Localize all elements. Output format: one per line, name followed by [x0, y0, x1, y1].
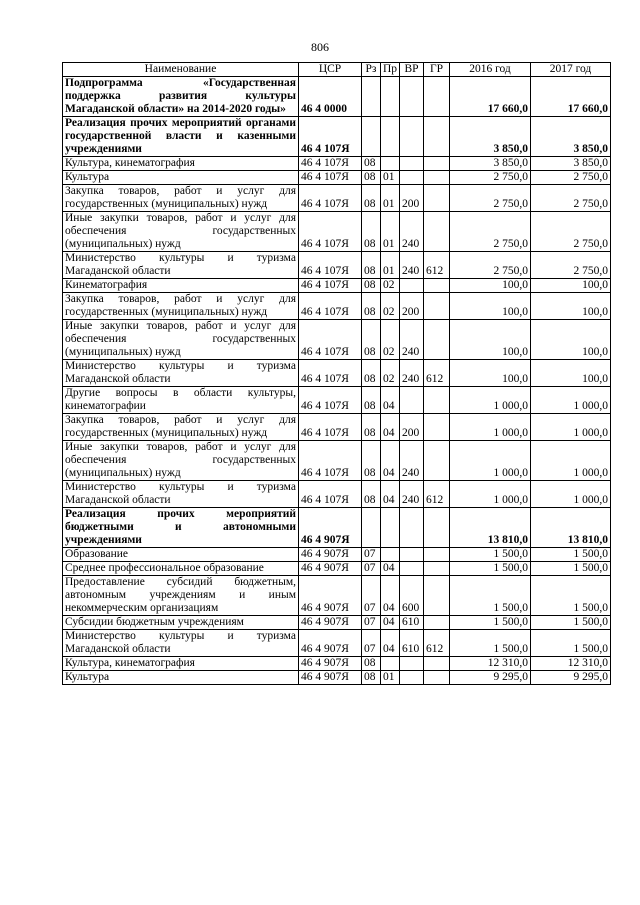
row-pr: 02 [381, 293, 400, 320]
table-row [63, 657, 611, 671]
row-2017: 1 000,0 [531, 387, 611, 414]
row-2016: 17 660,0 [450, 77, 531, 117]
row-rz: 08 [362, 185, 381, 212]
row-name: Реализация прочих мероприятий органами государственной власти и казенными учреждениями [63, 117, 299, 157]
row-gr [424, 671, 450, 685]
row-gr [424, 508, 450, 548]
row-name: Реализация прочих мероприятий бюджетными и автономными учреждениями [63, 508, 299, 548]
row-2017: 1 500,0 [531, 630, 611, 657]
row-vr: 200 [400, 293, 424, 320]
row-name: Министерство культуры и туризма Магаданской области [63, 360, 299, 387]
row-name: Образование [63, 548, 299, 562]
page-number: 806 [311, 40, 329, 54]
row-rz: 08 [362, 481, 381, 508]
row-vr [400, 387, 424, 414]
row-vr: 240 [400, 212, 424, 252]
row-vr: 610 [400, 630, 424, 657]
header-2016: 2016 год [450, 63, 531, 77]
row-name: Предоставление субсидий бюджетным, автономным учреждениям и иным некоммерческим организациям [63, 576, 299, 616]
row-name: Кинематография [63, 279, 299, 293]
row-vr: 240 [400, 441, 424, 481]
table-row [63, 171, 611, 185]
row-vr [400, 508, 424, 548]
row-gr [424, 548, 450, 562]
row-2016: 100,0 [450, 279, 531, 293]
row-rz: 07 [362, 616, 381, 630]
row-vr [400, 562, 424, 576]
row-rz [362, 77, 381, 117]
row-2017: 100,0 [531, 293, 611, 320]
row-2017: 2 750,0 [531, 185, 611, 212]
row-2017: 9 295,0 [531, 671, 611, 685]
row-name: Министерство культуры и туризма Магаданской области [63, 630, 299, 657]
row-rz: 07 [362, 548, 381, 562]
row-gr [424, 441, 450, 481]
row-rz: 08 [362, 414, 381, 441]
row-csr: 46 4 107Я [299, 185, 362, 212]
row-name: Культура [63, 171, 299, 185]
row-vr [400, 548, 424, 562]
row-gr [424, 185, 450, 212]
row-gr [424, 117, 450, 157]
row-pr [381, 548, 400, 562]
row-pr [381, 117, 400, 157]
row-2016: 2 750,0 [450, 185, 531, 212]
row-vr [400, 671, 424, 685]
table-row [63, 320, 611, 360]
table-row [63, 576, 611, 616]
row-2016: 1 500,0 [450, 630, 531, 657]
table-row [63, 481, 611, 508]
row-rz [362, 508, 381, 548]
row-rz: 08 [362, 212, 381, 252]
row-2017: 12 310,0 [531, 657, 611, 671]
row-vr [400, 157, 424, 171]
row-vr [400, 117, 424, 157]
row-2017: 1 500,0 [531, 548, 611, 562]
row-name: Культура [63, 671, 299, 685]
row-vr: 240 [400, 360, 424, 387]
table-row [63, 441, 611, 481]
row-csr: 46 4 907Я [299, 576, 362, 616]
row-vr [400, 77, 424, 117]
row-csr: 46 4 0000 [299, 77, 362, 117]
table-body [63, 77, 611, 685]
row-2016: 2 750,0 [450, 212, 531, 252]
row-vr: 240 [400, 320, 424, 360]
row-2017: 1 000,0 [531, 414, 611, 441]
row-rz: 08 [362, 320, 381, 360]
row-2016: 1 000,0 [450, 441, 531, 481]
row-name: Иные закупки товаров, работ и услуг для обеспечения государственных (муниципальных) нужд [63, 441, 299, 481]
row-csr: 46 4 107Я [299, 441, 362, 481]
row-name: Министерство культуры и туризма Магаданской области [63, 481, 299, 508]
row-csr: 46 4 107Я [299, 360, 362, 387]
table-row [63, 279, 611, 293]
row-2016: 1 500,0 [450, 576, 531, 616]
row-gr [424, 562, 450, 576]
row-name: Культура, кинематография [63, 657, 299, 671]
row-name: Закупка товаров, работ и услуг для государственных (муниципальных) нужд [63, 414, 299, 441]
row-rz [362, 117, 381, 157]
row-vr: 610 [400, 616, 424, 630]
row-2017: 1 000,0 [531, 481, 611, 508]
row-csr: 46 4 107Я [299, 171, 362, 185]
table-row [63, 671, 611, 685]
row-pr: 02 [381, 320, 400, 360]
row-csr: 46 4 107Я [299, 293, 362, 320]
header-2017: 2017 год [531, 63, 611, 77]
row-csr: 46 4 907Я [299, 657, 362, 671]
row-pr [381, 157, 400, 171]
budget-table [62, 62, 611, 685]
row-rz: 08 [362, 657, 381, 671]
row-2017: 3 850,0 [531, 157, 611, 171]
table-row [63, 630, 611, 657]
row-rz: 08 [362, 293, 381, 320]
table-row [63, 360, 611, 387]
row-2017: 1 500,0 [531, 576, 611, 616]
row-2017: 17 660,0 [531, 77, 611, 117]
row-2017: 100,0 [531, 360, 611, 387]
row-pr: 02 [381, 360, 400, 387]
row-gr [424, 77, 450, 117]
row-gr [424, 320, 450, 360]
row-csr: 46 4 107Я [299, 117, 362, 157]
row-2016: 2 750,0 [450, 252, 531, 279]
table-row [63, 508, 611, 548]
row-2016: 1 500,0 [450, 616, 531, 630]
table-row [63, 185, 611, 212]
table-row [63, 157, 611, 171]
header-name: Наименование [63, 63, 299, 77]
row-pr [381, 657, 400, 671]
row-csr: 46 4 107Я [299, 279, 362, 293]
row-name: Среднее профессиональное образование [63, 562, 299, 576]
row-gr [424, 657, 450, 671]
row-gr: 612 [424, 481, 450, 508]
row-2016: 3 850,0 [450, 157, 531, 171]
row-vr [400, 171, 424, 185]
row-rz: 07 [362, 562, 381, 576]
row-2016: 1 000,0 [450, 387, 531, 414]
row-2016: 9 295,0 [450, 671, 531, 685]
row-2017: 2 750,0 [531, 212, 611, 252]
header-gr: ГР [424, 63, 450, 77]
row-2016: 100,0 [450, 293, 531, 320]
table-row [63, 616, 611, 630]
row-csr: 46 4 907Я [299, 508, 362, 548]
row-name: Другие вопросы в области культуры, кинематографии [63, 387, 299, 414]
row-csr: 46 4 107Я [299, 252, 362, 279]
row-2017: 3 850,0 [531, 117, 611, 157]
row-pr: 01 [381, 171, 400, 185]
table-row [63, 77, 611, 117]
row-gr [424, 387, 450, 414]
row-name: Закупка товаров, работ и услуг для государственных (муниципальных) нужд [63, 293, 299, 320]
row-gr: 612 [424, 360, 450, 387]
row-2016: 100,0 [450, 320, 531, 360]
row-csr: 46 4 107Я [299, 387, 362, 414]
header-csr: ЦСР [299, 63, 362, 77]
row-pr: 04 [381, 387, 400, 414]
row-pr: 01 [381, 671, 400, 685]
row-gr [424, 576, 450, 616]
row-gr: 612 [424, 252, 450, 279]
row-gr [424, 616, 450, 630]
row-vr: 200 [400, 185, 424, 212]
row-2016: 1 500,0 [450, 562, 531, 576]
row-rz: 08 [362, 279, 381, 293]
row-pr: 04 [381, 616, 400, 630]
row-csr: 46 4 107Я [299, 212, 362, 252]
row-name: Подпрограмма «Государственная поддержка развития культуры Магаданской области» на 2014-2020 годы» [63, 77, 299, 117]
row-pr: 01 [381, 185, 400, 212]
row-rz: 08 [362, 441, 381, 481]
row-vr [400, 279, 424, 293]
row-name: Субсидии бюджетным учреждениям [63, 616, 299, 630]
row-2016: 1 500,0 [450, 548, 531, 562]
row-vr: 600 [400, 576, 424, 616]
row-gr: 612 [424, 630, 450, 657]
row-2017: 100,0 [531, 279, 611, 293]
row-csr: 46 4 907Я [299, 548, 362, 562]
row-pr: 04 [381, 630, 400, 657]
row-gr [424, 279, 450, 293]
row-gr [424, 212, 450, 252]
row-pr [381, 508, 400, 548]
row-2017: 100,0 [531, 320, 611, 360]
row-name: Министерство культуры и туризма Магаданской области [63, 252, 299, 279]
table-row [63, 548, 611, 562]
row-2017: 13 810,0 [531, 508, 611, 548]
row-2016: 13 810,0 [450, 508, 531, 548]
row-rz: 07 [362, 576, 381, 616]
table-header-row [63, 63, 611, 77]
row-pr: 01 [381, 212, 400, 252]
table-row [63, 117, 611, 157]
row-csr: 46 4 107Я [299, 481, 362, 508]
table-row [63, 252, 611, 279]
row-name: Иные закупки товаров, работ и услуг для обеспечения государственных (муниципальных) нужд [63, 212, 299, 252]
row-vr: 200 [400, 414, 424, 441]
row-2017: 2 750,0 [531, 252, 611, 279]
row-csr: 46 4 907Я [299, 630, 362, 657]
row-rz: 08 [362, 387, 381, 414]
row-2016: 1 000,0 [450, 414, 531, 441]
row-rz: 08 [362, 252, 381, 279]
row-2016: 12 310,0 [450, 657, 531, 671]
row-2016: 1 000,0 [450, 481, 531, 508]
row-rz: 08 [362, 171, 381, 185]
row-rz: 07 [362, 630, 381, 657]
row-gr [424, 414, 450, 441]
row-pr: 04 [381, 562, 400, 576]
header-rz: Рз [362, 63, 381, 77]
row-2017: 2 750,0 [531, 171, 611, 185]
row-2017: 1 000,0 [531, 441, 611, 481]
row-csr: 46 4 907Я [299, 671, 362, 685]
table-row [63, 293, 611, 320]
row-pr: 04 [381, 481, 400, 508]
row-pr: 04 [381, 441, 400, 481]
row-pr: 02 [381, 279, 400, 293]
row-vr: 240 [400, 481, 424, 508]
row-rz: 08 [362, 157, 381, 171]
row-csr: 46 4 907Я [299, 616, 362, 630]
row-2017: 1 500,0 [531, 562, 611, 576]
table-row [63, 562, 611, 576]
row-gr [424, 293, 450, 320]
row-2017: 1 500,0 [531, 616, 611, 630]
table-row [63, 414, 611, 441]
row-2016: 2 750,0 [450, 171, 531, 185]
row-vr [400, 657, 424, 671]
row-vr: 240 [400, 252, 424, 279]
row-name: Культура, кинематография [63, 157, 299, 171]
row-pr: 01 [381, 252, 400, 279]
header-vr: ВР [400, 63, 424, 77]
row-name: Закупка товаров, работ и услуг для государственных (муниципальных) нужд [63, 185, 299, 212]
row-gr [424, 157, 450, 171]
table-row [63, 387, 611, 414]
row-csr: 46 4 107Я [299, 320, 362, 360]
row-rz: 08 [362, 671, 381, 685]
row-csr: 46 4 907Я [299, 562, 362, 576]
row-2016: 100,0 [450, 360, 531, 387]
row-name: Иные закупки товаров, работ и услуг для обеспечения государственных (муниципальных) нужд [63, 320, 299, 360]
table-row [63, 212, 611, 252]
row-csr: 46 4 107Я [299, 157, 362, 171]
row-pr: 04 [381, 414, 400, 441]
row-csr: 46 4 107Я [299, 414, 362, 441]
row-pr [381, 77, 400, 117]
row-pr: 04 [381, 576, 400, 616]
header-pr: Пр [381, 63, 400, 77]
row-2016: 3 850,0 [450, 117, 531, 157]
row-gr [424, 171, 450, 185]
row-rz: 08 [362, 360, 381, 387]
